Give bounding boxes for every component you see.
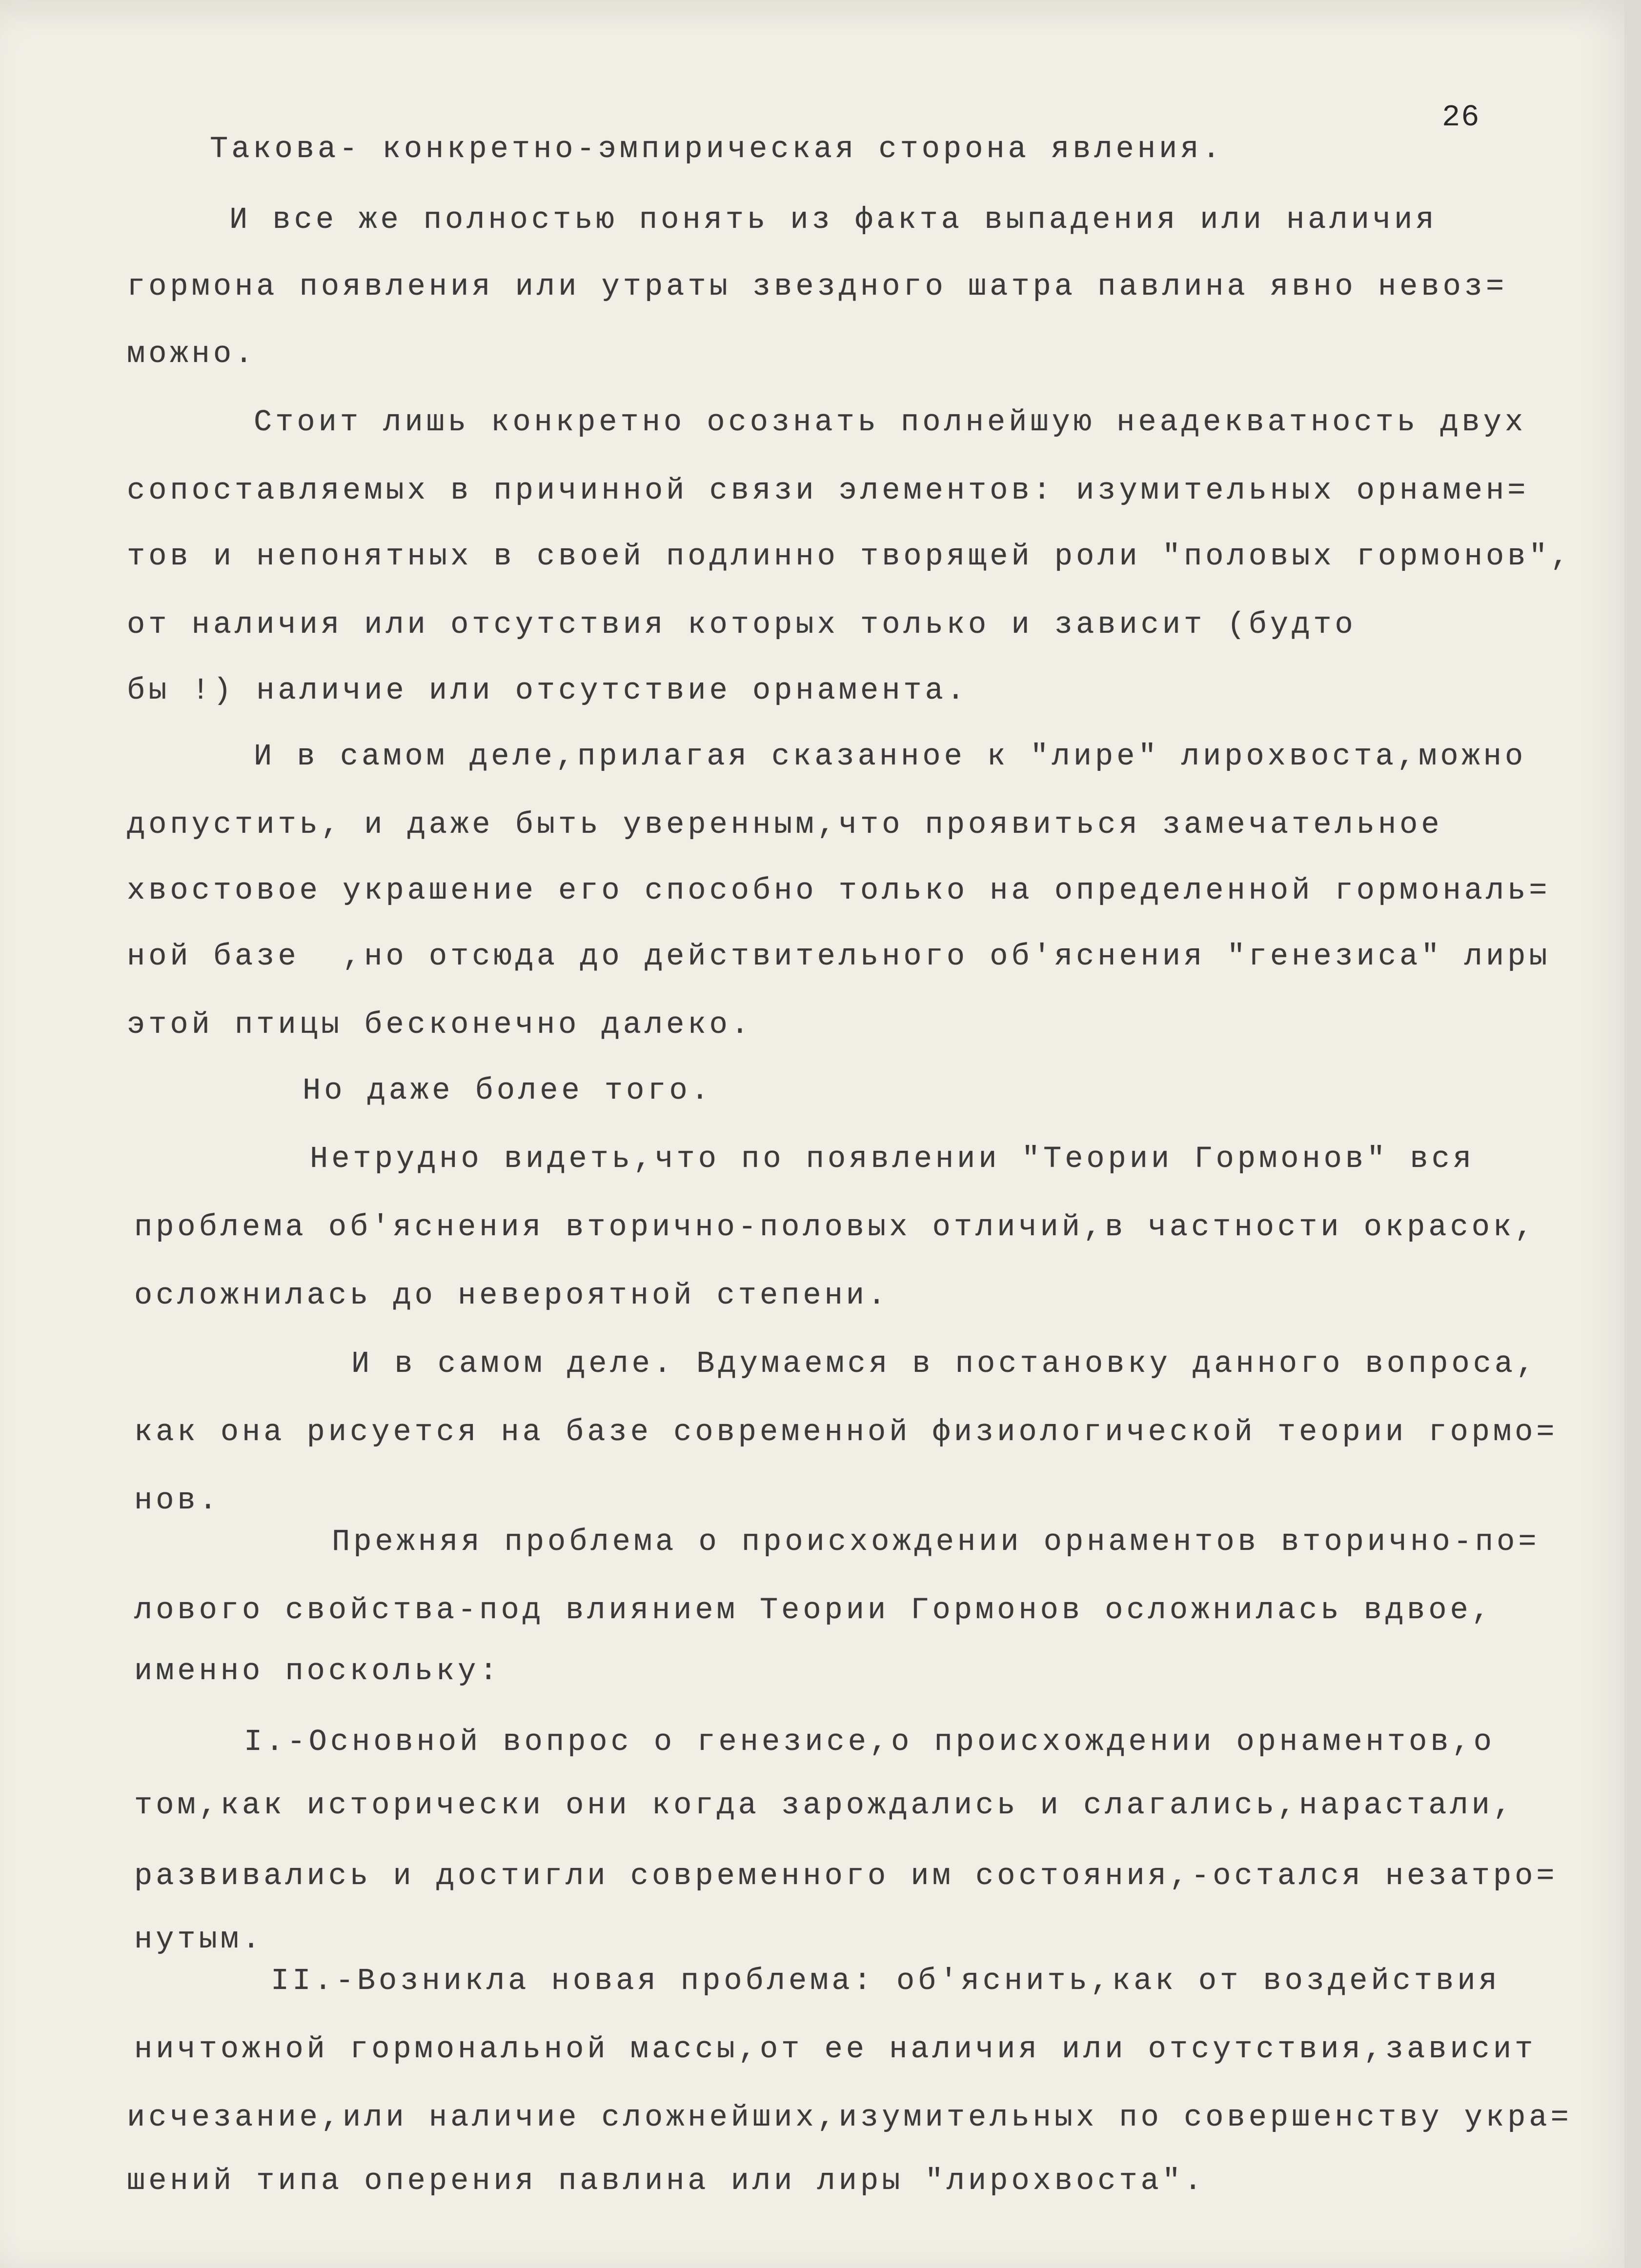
text-line-6: сопоставляемых в причинной связи элементов: изумительных орнамен= — [127, 473, 1529, 508]
text-line-23: лового свойства-под влиянием Теории Гормонов осложнилась вдвое, — [134, 1593, 1493, 1627]
text-line-27: развивались и достигли современного им состояния,-остался незатро= — [134, 1859, 1558, 1893]
text-line-4: можно. — [127, 337, 257, 371]
page-edge — [1624, 0, 1641, 2268]
text-line-5: Стоит лишь конкретно осознать полнейшую неадекватность двух — [254, 405, 1527, 440]
text-line-13: ной базе ,но отсюда до действительного об'яснения "генезиса" лиры — [127, 939, 1551, 974]
text-line-31: исчезание,или наличие сложнейших,изумительных по совершенству укра= — [127, 2100, 1572, 2135]
text-line-12: хвостовое украшение его способно только на определенной гормональ= — [127, 873, 1551, 908]
text-line-26: том,как исторически они когда зарождались и слагались,нарастали, — [134, 1788, 1515, 1823]
text-line-29: II.-Возникла новая проблема: об'яснить,как от воздействия — [271, 1964, 1500, 1998]
text-line-2: И все же полностью понять из факта выпадения или наличия — [229, 202, 1438, 237]
text-line-21: нов. — [134, 1483, 221, 1518]
text-line-24: именно поскольку: — [134, 1654, 501, 1688]
text-line-32: шений типа оперения павлина или лиры "лирохвоста". — [127, 2164, 1206, 2198]
text-line-9: бы !) наличие или отсутствие орнамента. — [127, 673, 969, 708]
text-line-25: I.-Основной вопрос о генезисе,о происхождении орнаментов,о — [244, 1725, 1495, 1759]
text-line-7: тов и непонятных в своей подлинно творящей роли "половых гормонов", — [127, 539, 1572, 574]
text-line-14: этой птицы бесконечно далеко. — [127, 1007, 752, 1042]
text-line-28: нутым. — [134, 1922, 264, 1957]
page-number: 26 — [1442, 100, 1480, 135]
text-line-20: как она рисуется на базе современной физиологической теории гормо= — [134, 1415, 1558, 1449]
text-line-17: проблема об'яснения вторично-половых отличий,в частности окрасок, — [134, 1210, 1537, 1244]
text-line-8: от наличия или отсутствия которых только и зависит (будто — [127, 607, 1357, 642]
text-line-22: Прежняя проблема о происхождении орнаментов вторично-по= — [332, 1525, 1540, 1559]
text-line-1: Такова- конкретно-эмпирическая сторона явления. — [210, 132, 1224, 166]
text-line-16: Нетрудно видеть,что по появлении "Теории Гормонов" вся — [310, 1142, 1475, 1176]
text-line-10: И в самом деле,прилагая сказанное к "лире" лирохвоста,можно — [254, 739, 1527, 774]
text-line-18: осложнилась до невероятной степени. — [134, 1278, 890, 1313]
text-line-30: ничтожной гормональной массы,от ее наличия или отсутствия,зависит — [134, 2032, 1537, 2067]
text-line-15: Но даже более того. — [303, 1073, 712, 1108]
text-line-3: гормона появления или утраты звездного шатра павлина явно невоз= — [127, 269, 1508, 304]
text-line-19: И в самом деле. Вдумаемся в постановку данного вопроса, — [351, 1346, 1538, 1381]
text-line-11: допустить, и даже быть уверенным,что проявиться замечательное — [127, 807, 1443, 842]
